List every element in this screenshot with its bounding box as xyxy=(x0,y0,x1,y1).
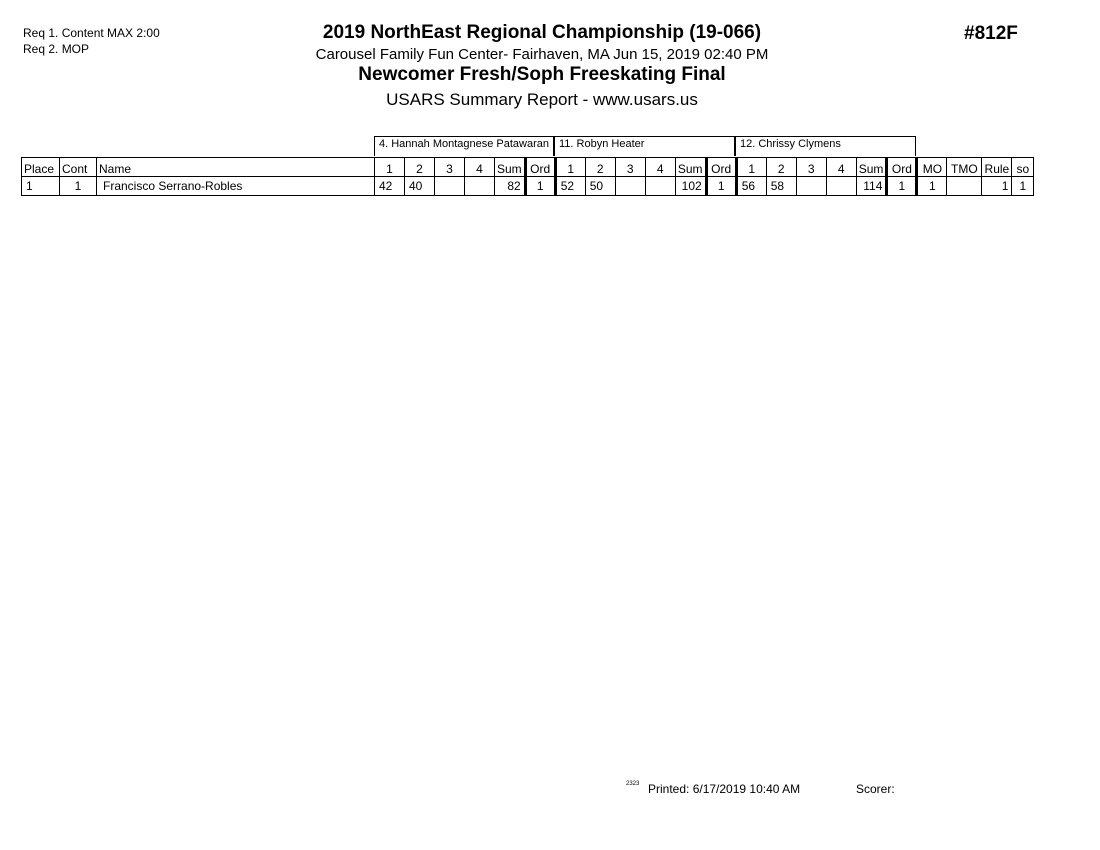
j1-score-1: 42 xyxy=(375,177,405,196)
col-j2-4: 4 xyxy=(645,158,675,177)
col-mo: MO xyxy=(917,158,947,177)
j2-sum: 102 xyxy=(675,177,706,196)
requirement-2: Req 2. MOP xyxy=(23,42,90,56)
col-j1-ord: Ord xyxy=(525,158,555,177)
printed-timestamp: Printed: 6/17/2019 10:40 AM xyxy=(648,782,801,796)
judge-header-3: 12. Chrissy Clymens xyxy=(735,136,916,156)
j3-score-4 xyxy=(826,177,856,196)
table-header-row xyxy=(22,158,1034,177)
col-j3-2: 2 xyxy=(766,158,796,177)
j1-sum: 82 xyxy=(495,177,526,196)
mo-cell: 1 xyxy=(917,177,947,196)
j3-score-1: 56 xyxy=(736,177,766,196)
judge-header-1: 4. Hannah Montagnese Patawaran xyxy=(374,136,554,156)
j3-score-3 xyxy=(796,177,826,196)
col-j2-sum: Sum xyxy=(675,158,706,177)
skater-name-cell: Francisco Serrano-Robles xyxy=(97,177,375,196)
col-j1-4: 4 xyxy=(465,158,495,177)
col-tmo: TMO xyxy=(947,158,982,177)
j3-score-2: 58 xyxy=(766,177,796,196)
col-j1-sum: Sum xyxy=(495,158,526,177)
col-j2-1: 1 xyxy=(555,158,585,177)
event-name: Newcomer Fresh/Soph Freeskating Final xyxy=(358,64,726,85)
j1-ord: 1 xyxy=(525,177,555,196)
report-title: USARS Summary Report - www.usars.us xyxy=(386,90,698,109)
j2-score-1: 52 xyxy=(555,177,585,196)
j2-score-4 xyxy=(645,177,675,196)
j2-score-3 xyxy=(615,177,645,196)
j1-score-2: 40 xyxy=(405,177,435,196)
col-j2-3: 3 xyxy=(615,158,645,177)
col-so: so xyxy=(1012,158,1034,177)
j1-score-3 xyxy=(435,177,465,196)
so-cell: 1 xyxy=(1012,177,1034,196)
col-place: Place xyxy=(22,158,60,177)
venue-datetime: Carousel Family Fun Center- Fairhaven, MA Jun 15, 2019 02:40 PM xyxy=(315,46,769,63)
col-j1-2: 2 xyxy=(405,158,435,177)
col-cont: Cont xyxy=(60,158,97,177)
col-j3-ord: Ord xyxy=(887,158,917,177)
tmo-cell xyxy=(947,177,982,196)
j1-score-4 xyxy=(465,177,495,196)
place-cell: 1 xyxy=(22,177,60,196)
cont-cell: 1 xyxy=(60,177,97,196)
judge-header-2: 11. Robyn Heater xyxy=(554,136,735,156)
col-name: Name xyxy=(97,158,375,177)
j2-ord: 1 xyxy=(706,177,736,196)
col-j1-1: 1 xyxy=(375,158,405,177)
j3-ord: 1 xyxy=(887,177,917,196)
table-row xyxy=(22,177,1034,196)
j3-sum: 114 xyxy=(856,177,887,196)
event-code: #812F xyxy=(964,23,1018,44)
j2-score-2: 50 xyxy=(585,177,615,196)
col-j3-1: 1 xyxy=(736,158,766,177)
scorer-label: Scorer: xyxy=(856,782,895,796)
col-j2-2: 2 xyxy=(585,158,615,177)
col-j1-3: 3 xyxy=(435,158,465,177)
col-j2-ord: Ord xyxy=(706,158,736,177)
footer-indicator: 2323 xyxy=(626,781,640,787)
col-j3-sum: Sum xyxy=(856,158,887,177)
col-j3-3: 3 xyxy=(796,158,826,177)
competition-title: 2019 NorthEast Regional Championship (19-066) xyxy=(322,22,762,43)
col-j3-4: 4 xyxy=(826,158,856,177)
rule-cell: 1 xyxy=(982,177,1012,196)
col-rule: Rule xyxy=(982,158,1012,177)
results-table xyxy=(21,157,1034,196)
requirement-1: Req 1. Content MAX 2:00 xyxy=(23,26,160,40)
